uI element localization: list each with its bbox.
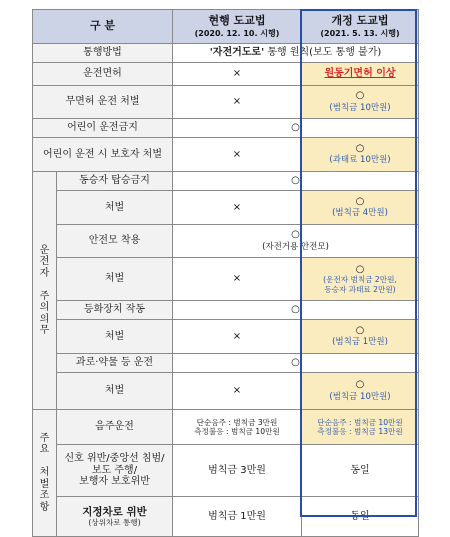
row-merged-value: ○	[173, 354, 419, 373]
header-revised-law	[302, 10, 419, 44]
row-label: 처벌	[57, 258, 173, 301]
revised-value: 동일	[302, 445, 419, 497]
revised-value: ○ (범칙금 10만원)	[302, 86, 419, 119]
row-merged-value: ○	[173, 172, 419, 191]
table-row	[33, 119, 419, 138]
row-merged-value: '자전거도로' 통행 원칙(보도 통행 불가)	[173, 44, 419, 63]
revised-value: 동일	[302, 497, 419, 537]
revised-law-title: 개정 도교법	[331, 14, 389, 28]
row-label: 지정차로 위반 (상위차로 통행)	[57, 497, 173, 537]
current-value: ×	[173, 258, 302, 301]
row-label: 안전모 착용	[57, 225, 173, 258]
table-row	[33, 44, 419, 63]
circle-mark: ○	[355, 379, 365, 391]
current-value: 범칙금 3만원	[173, 445, 302, 497]
circle-mark: ○	[355, 263, 365, 275]
circle-mark: ○	[355, 90, 365, 102]
table-row	[33, 63, 419, 86]
circle-mark: ○	[355, 324, 365, 336]
row-label: 과로·약물 등 운전	[57, 354, 173, 373]
row-label: 운전면허	[33, 63, 173, 86]
revised-value: ○ (범칙금 4만원)	[302, 191, 419, 225]
current-value: ×	[173, 373, 302, 410]
row-label: 무면허 운전 처벌	[33, 86, 173, 119]
table-row	[33, 225, 419, 258]
current-law-date: (2020. 12. 10. 시행)	[194, 28, 280, 38]
circle-mark: ○	[291, 229, 300, 241]
table-row	[33, 445, 419, 497]
row-label: 음주운전	[57, 410, 173, 445]
header-category: 구 분	[33, 10, 173, 44]
current-value: ×	[173, 191, 302, 225]
row-label: 신호 위반/중앙선 침범/ 보도 주행/ 보행자 보호위반	[57, 445, 173, 497]
circle-mark: ○	[355, 195, 365, 207]
current-value: ×	[173, 320, 302, 354]
group-label-operator-duties: 운 전 자 주 의 의 무	[33, 172, 57, 410]
table-row	[33, 497, 419, 537]
table-row	[33, 138, 419, 172]
revised-value: ○ (운전자 범칙금 2만원, 동승자 과태료 2만원)	[302, 258, 419, 301]
table-row	[33, 172, 419, 191]
circle-mark: ○	[355, 142, 365, 154]
row-label: 처벌	[57, 320, 173, 354]
revised-value: ○ (범칙금 1만원)	[302, 320, 419, 354]
row-merged-value: ○ (자전거용 안전모)	[173, 225, 419, 258]
group-label-main-penalties: 주 요 처 벌 조 항	[33, 410, 57, 537]
table-row	[33, 354, 419, 373]
row-label: 동승자 탑승금지	[57, 172, 173, 191]
header-current-law	[173, 10, 302, 44]
revised-value: ○ (과태료 10만원)	[302, 138, 419, 172]
row-label: 처벌	[57, 191, 173, 225]
table-row	[33, 86, 419, 119]
row-label: 등화장치 작동	[57, 301, 173, 320]
revised-value: 원동기면허 이상	[302, 63, 419, 86]
current-value: ×	[173, 63, 302, 86]
law-comparison-table	[32, 9, 419, 537]
revised-value: ○ (범칙금 10만원)	[302, 373, 419, 410]
current-value: ×	[173, 86, 302, 119]
table-row	[33, 410, 419, 445]
current-value: 단순음주 : 범칙금 3만원 측정불응 : 범칙금 10만원	[173, 410, 302, 445]
table-row	[33, 191, 419, 225]
bike-road-term: '자전거도로'	[209, 47, 265, 59]
table-row	[33, 301, 419, 320]
row-merged-value: ○	[173, 119, 419, 138]
revised-law-date: (2021. 5. 13. 시행)	[320, 28, 400, 38]
row-label: 어린이 운전금지	[33, 119, 173, 138]
table-row	[33, 258, 419, 301]
table-row	[33, 320, 419, 354]
current-value: 범칙금 1만원	[173, 497, 302, 537]
current-law-title: 현행 도교법	[208, 14, 266, 28]
current-value: ×	[173, 138, 302, 172]
revised-value: 단순음주 : 범칙금 10만원 측정불응 : 범칙금 13만원	[302, 410, 419, 445]
row-label: 처벌	[57, 373, 173, 410]
table-row	[33, 373, 419, 410]
header-row	[33, 10, 419, 44]
row-label: 통행방법	[33, 44, 173, 63]
row-merged-value: ○	[173, 301, 419, 320]
row-label: 어린이 운전 시 보호자 처벌	[33, 138, 173, 172]
